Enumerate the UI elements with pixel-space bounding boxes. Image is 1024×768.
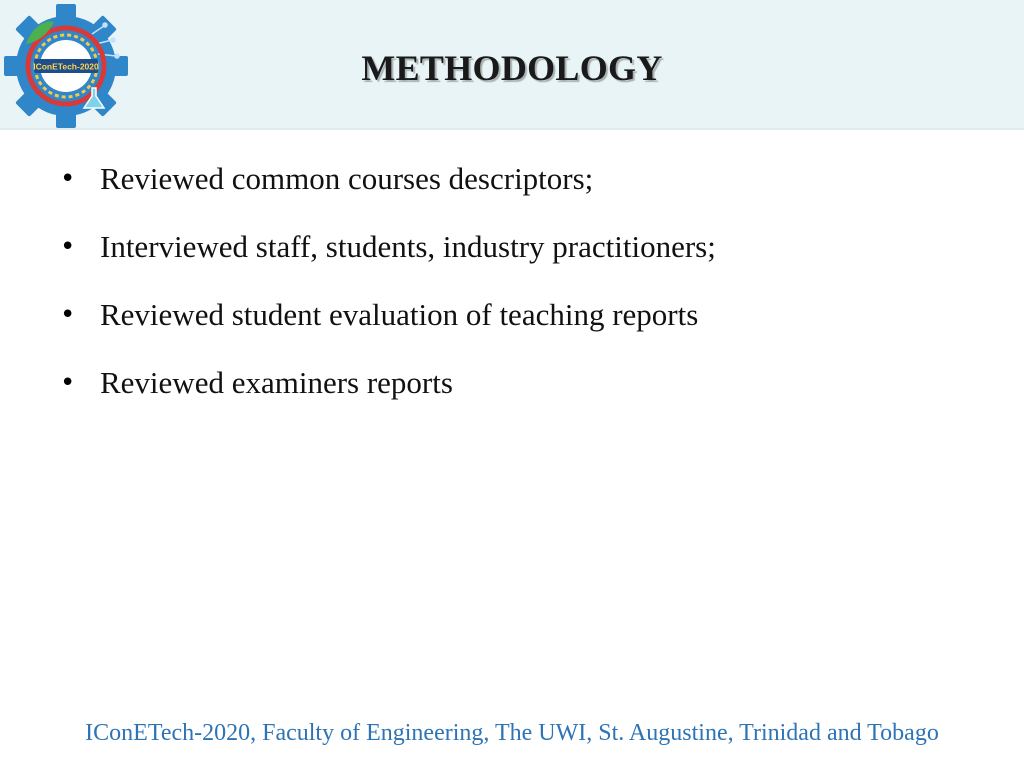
- bullet-dot-icon: •: [60, 232, 76, 262]
- bullet-item: [60, 224, 716, 292]
- bullet-text: Reviewed examiners reports: [100, 365, 453, 400]
- bullet-text: Interviewed staff, students, industry practitioners;: [100, 229, 716, 264]
- bullet-text: Reviewed common courses descriptors;: [100, 161, 594, 196]
- logo-text: IConETech-2020: [33, 61, 99, 72]
- slide-footer: IConETech-2020, Faculty of Engineering, The UWI, St. Augustine, Trinidad and Tobago: [85, 720, 939, 746]
- bullet-dot-icon: •: [60, 300, 76, 330]
- bullet-text: Reviewed student evaluation of teaching reports: [100, 297, 699, 332]
- bullet-item: [60, 156, 716, 224]
- bullet-dot-icon: •: [60, 368, 76, 398]
- bullet-dot-icon: •: [60, 164, 76, 194]
- bullet-item: [60, 360, 716, 428]
- bullet-list: [60, 156, 716, 428]
- bullet-item: [60, 292, 716, 360]
- slide-title: METHODOLOGY: [361, 48, 663, 88]
